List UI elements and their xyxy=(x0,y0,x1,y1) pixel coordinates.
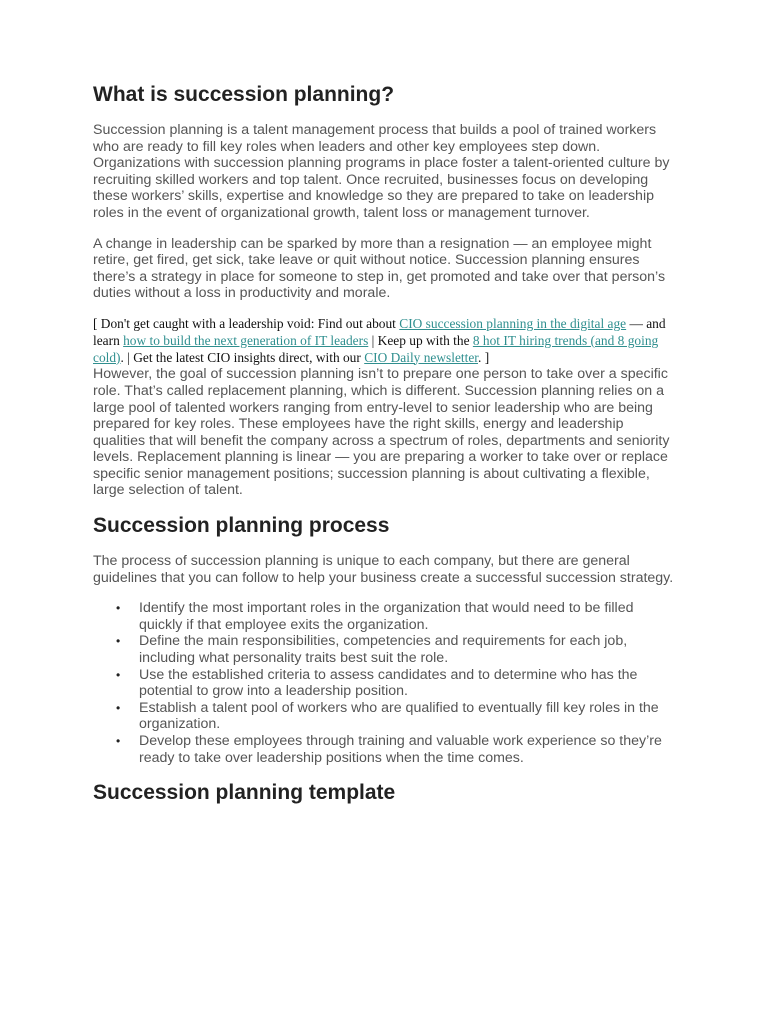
list-item-text: Establish a talent pool of workers who are qualified to eventually fill key roles in the organization. xyxy=(139,699,659,733)
note-text-4: . | Get the latest CIO insights direct, with our xyxy=(120,349,365,365)
related-links-note xyxy=(93,316,675,366)
paragraph-process-intro: The process of succession planning is unique to each company, but there are general guidelines that you can follow to help your business create a successful succession strategy. xyxy=(93,553,674,586)
bullet-icon: • xyxy=(116,700,121,715)
heading-what-is-succession-planning: What is succession planning? xyxy=(93,83,395,106)
list-item xyxy=(116,666,675,700)
heading-succession-planning-template: Succession planning template xyxy=(93,781,396,805)
bullet-icon: • xyxy=(116,667,121,682)
bullet-icon: • xyxy=(116,601,121,616)
list-item xyxy=(116,633,675,667)
process-steps-list xyxy=(93,600,675,766)
list-item-text: Identify the most important roles in the organization that would need to be filled quickly if that employee exits the organization. xyxy=(139,600,634,633)
heading-succession-planning-process: Succession planning process xyxy=(93,514,390,538)
list-item-text: Define the main responsibilities, competencies and requirements for each job, including what personality traits best suit the role. xyxy=(139,633,628,667)
link-next-generation-it-leaders[interactable]: how to build the next generation of IT leaders xyxy=(123,332,369,348)
note-text-1: [ Don't get caught with a leadership void: Find out about xyxy=(93,315,400,331)
list-item-text: Develop these employees through training and valuable work experience so they’re ready to take over leadership positions when the time comes. xyxy=(139,733,662,766)
list-item-text: Use the established criteria to assess candidates and to determine who has the potential to grow into a leadership position. xyxy=(139,666,638,700)
bullet-icon: • xyxy=(116,734,121,749)
paragraph-leadership-change: A change in leadership can be sparked by more than a resignation — an employee might retire, get fired, get sick, take leave or quit without notice. Succession planning ensures there’s a strategy in place for someone to step in, get promoted and take over that person’s duties without a loss in productivity and morale. xyxy=(93,235,666,302)
list-item xyxy=(116,733,675,766)
paragraph-replacement-planning: However, the goal of succession planning isn’t to prepare one person to take over a specific role. That’s called replacement planning, which is different. Succession planning relies on a large pool of talented workers ranging from entry-level to senior leadership who are being prepared for key roles. These employees have the right skills, energy and leadership qualities that will benefit the company across a spectrum of roles, departments and seniority levels. Replacement planning is linear — you are preparing a worker to take over or replace specific senior management positions; succession planning is about cultivating a flexible, large selection of talent. xyxy=(93,366,670,499)
link-cio-succession-planning[interactable]: CIO succession planning in the digital age xyxy=(399,315,627,331)
list-item xyxy=(116,600,675,633)
bullet-icon: • xyxy=(116,634,121,649)
note-text-3: | Keep up with the xyxy=(368,332,473,348)
link-it-hiring-trends[interactable]: 8 hot IT hiring trends (and 8 going cold) xyxy=(93,332,659,365)
paragraph-definition: Succession planning is a talent management process that builds a pool of trained workers who are ready to fill key roles when leaders and other key employees step down. Organizations with succession planning programs in place foster a talent-oriented culture by recruiting skilled workers and top talent. Once recruited, businesses focus on developing these workers’ skills, expertise and knowledge so they are prepared to take on leadership roles in the event of organizational growth, talent loss or management turnover. xyxy=(93,122,670,221)
article xyxy=(93,82,675,820)
link-cio-daily-newsletter[interactable]: CIO Daily newsletter xyxy=(364,349,478,365)
list-item xyxy=(116,699,675,733)
note-text-5: . ] xyxy=(478,349,490,365)
note-text-2: — and learn xyxy=(93,315,666,348)
